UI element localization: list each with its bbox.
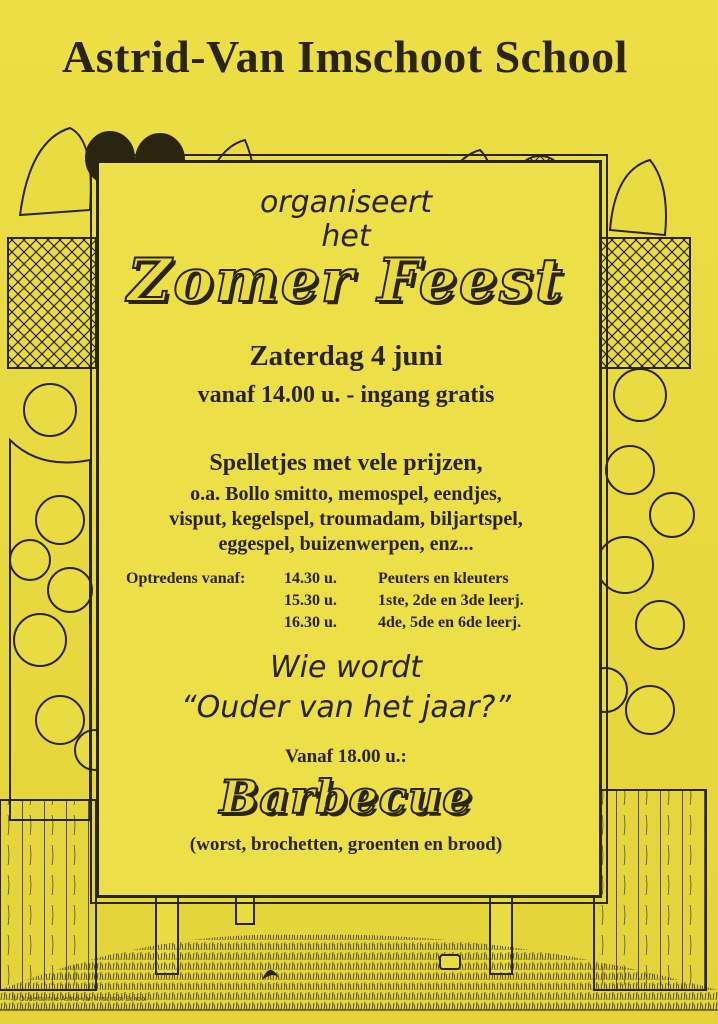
- school-title: Astrid-Van Imschoot School: [62, 31, 628, 82]
- event-time: vanaf 14.00 u. - ingang gratis: [197, 382, 495, 408]
- performance-group: 1ste, 2de en 3de leerj.: [378, 592, 524, 609]
- performance-time: 16.30 u.: [284, 614, 337, 631]
- games-line: o.a. Bollo smitto, memospel, eendjes,: [190, 483, 502, 505]
- games-list: [100, 482, 592, 557]
- performances-label: Optredens vanaf:: [126, 570, 246, 587]
- event-date: Zaterdag 4 juni: [249, 340, 443, 372]
- performance-group: 4de, 5de en 6de leerj.: [378, 614, 522, 631]
- performance-group: Peuters en kleuters: [378, 570, 509, 587]
- contest-line-2: “Ouder van het jaar?”: [181, 690, 511, 725]
- intro-text: [100, 186, 592, 254]
- contest-text: [100, 648, 592, 728]
- games-line: visput, kegelspel, troumadam, biljartspel,: [169, 508, 523, 530]
- bbq-title: Barbecue: [219, 770, 473, 824]
- event-name: Zomer Feest: [127, 246, 565, 316]
- performance-time: 14.30 u.: [284, 570, 337, 587]
- performance-row: [284, 568, 509, 590]
- intro-line-2: het: [321, 219, 371, 254]
- bbq-time: Vanaf 18.00 u.:: [285, 746, 407, 767]
- bbq-menu: (worst, brochetten, groenten en brood): [189, 834, 503, 855]
- credit-text: © Oudercomité Astrid-Van Imschoot School: [12, 996, 147, 1003]
- performance-row: [284, 590, 524, 612]
- performance-time: 15.30 u.: [284, 592, 337, 609]
- intro-line-1: organiseert: [259, 185, 433, 220]
- games-title: Spelletjes met vele prijzen,: [209, 450, 483, 476]
- games-line: eggespel, buizenwerpen, enz...: [218, 533, 474, 555]
- contest-line-1: Wie wordt: [269, 650, 423, 685]
- can-icon: [440, 955, 460, 969]
- performance-row: [284, 612, 521, 634]
